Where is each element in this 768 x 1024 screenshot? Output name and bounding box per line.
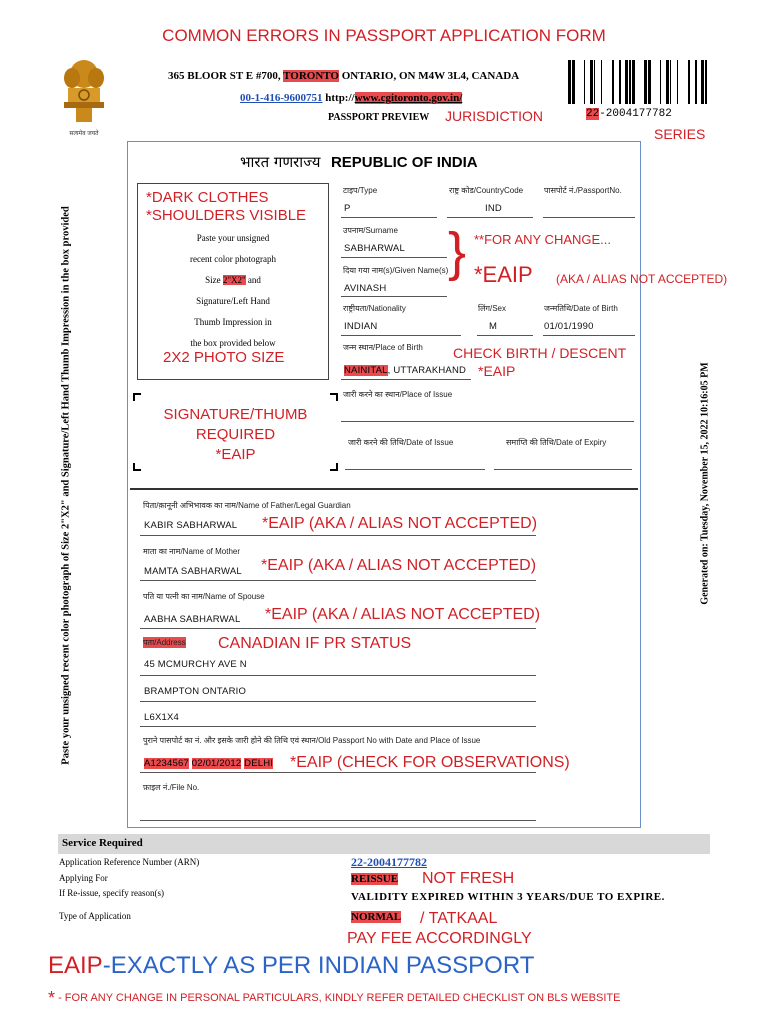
poi-underline bbox=[341, 421, 634, 422]
address-street: 365 BLOOR ST E #700, bbox=[168, 70, 284, 82]
old-passport-underline bbox=[140, 772, 536, 773]
photo-line: Thumb Impression in bbox=[194, 317, 272, 327]
country-code-value: IND bbox=[485, 203, 502, 214]
passport-preview-label: PASSPORT PREVIEW bbox=[328, 112, 430, 123]
arn-label: Application Reference Number (ARN) bbox=[59, 857, 200, 867]
passport-no-label: पासपोर्ट नं./PassportNo. bbox=[544, 186, 622, 195]
father-note: *EAIP (AKA / ALIAS NOT ACCEPTED) bbox=[262, 515, 538, 532]
footer-text: - FOR ANY CHANGE IN PERSONAL PARTICULARS, KINDLY REFER DETAILED CHECKLIST ON BLS WEBSITE bbox=[55, 992, 621, 1004]
address-note: CANADIAN IF PR STATUS bbox=[218, 635, 412, 652]
old-passport-number: A1234567 bbox=[144, 758, 189, 769]
surname-label: उपनाम/Surname bbox=[343, 226, 398, 235]
photo-size-note: 2X2 PHOTO SIZE bbox=[163, 349, 285, 366]
size-post: and bbox=[245, 275, 261, 285]
series-note: SERIES bbox=[654, 126, 706, 142]
pob-state: , UTTARAKHAND bbox=[387, 365, 467, 376]
photo-line: Paste your unsigned bbox=[196, 233, 270, 243]
given-name-label: दिया गया नाम(s)/Given Name(s) bbox=[343, 266, 449, 275]
passport-no-underline bbox=[543, 217, 635, 218]
address-underline-1 bbox=[140, 675, 536, 676]
address-line-1: 45 MCMURCHY AVE N bbox=[144, 659, 247, 670]
pob-city: NAINITAL bbox=[344, 365, 388, 376]
address-underline-3 bbox=[140, 726, 536, 727]
fee-note: PAY FEE ACCORDINGLY bbox=[347, 930, 532, 947]
arn-value[interactable]: 22-2004177782 bbox=[351, 855, 427, 869]
dob-label: जन्मतिथि/Date of Birth bbox=[544, 304, 618, 313]
address-rest: ONTARIO, ON M4W 3L4, CANADA bbox=[338, 70, 520, 82]
address-line-3: L6X1X4 bbox=[144, 712, 180, 723]
phone-link[interactable]: 00-1-416-9600751 bbox=[240, 92, 323, 104]
barcode-arn bbox=[586, 108, 672, 120]
spouse-underline bbox=[140, 628, 536, 629]
eaip-birth-note: *EAIP bbox=[478, 363, 516, 379]
application-type-label: Type of Application bbox=[59, 911, 131, 921]
old-passport-date: 02/01/2012 bbox=[191, 758, 242, 769]
old-passport-note: *EAIP (CHECK FOR OBSERVATIONS) bbox=[290, 754, 570, 771]
sex-label: लिंग/Sex bbox=[478, 304, 507, 313]
doe-label: समाप्ति की तिथि/Date of Expiry bbox=[506, 438, 607, 447]
nationality-value: INDIAN bbox=[344, 321, 378, 332]
photo-note-shoulders: *SHOULDERS VISIBLE bbox=[146, 207, 307, 224]
father-value: KABIR SABHARWAL bbox=[144, 520, 238, 531]
mother-value: MAMTA SABHARWAL bbox=[144, 566, 242, 577]
check-birth-note: CHECK BIRTH / DESCENT bbox=[453, 345, 627, 361]
national-emblem bbox=[56, 56, 112, 138]
nationality-label: राष्ट्रीयता/Nationality bbox=[343, 304, 406, 313]
application-type-value: NORMAL bbox=[351, 911, 402, 923]
tatkaal-note: / TATKAAL bbox=[420, 910, 498, 927]
arn-rest: -2004177782 bbox=[599, 108, 672, 120]
website-link[interactable]: www.cgitoronto.gov.in/ bbox=[354, 92, 463, 104]
pob-label: जन्म स्थान/Place of Birth bbox=[343, 343, 423, 352]
sex-value: M bbox=[489, 321, 498, 332]
doi-underline bbox=[345, 469, 485, 470]
old-passport-label: पुराने पासपोर्ट का नं. और इसके जारी होने की तिथि एवं स्थान/Old Passport No with Date and Place of Issue bbox=[143, 736, 481, 745]
doi-label: जारी करने की तिथि/Date of Issue bbox=[348, 438, 454, 447]
photo-line: the box provided below bbox=[190, 338, 276, 348]
barcode bbox=[566, 60, 710, 104]
father-underline bbox=[140, 535, 536, 536]
surname-underline bbox=[341, 257, 447, 258]
mother-underline bbox=[140, 580, 536, 581]
aka-note: (AKA / ALIAS NOT ACCEPTED) bbox=[556, 272, 728, 286]
mother-label: माता का नाम/Name of Mother bbox=[143, 547, 241, 556]
reissue-reason-label: If Re-issue, specify reason(s) bbox=[59, 888, 164, 898]
address-label: पता/Address bbox=[143, 638, 186, 647]
generated-timestamp: Generated on: Tuesday, November 15, 2022 10:16:05 PM bbox=[699, 362, 711, 605]
file-no-label: फ़ाइल नं./File No. bbox=[143, 783, 200, 792]
country-name: REPUBLIC OF INDIA bbox=[330, 154, 478, 171]
emblem-motto: सत्यमेव जयते bbox=[69, 131, 99, 137]
applying-for-label: Applying For bbox=[59, 873, 108, 883]
old-passport-place: DELHI bbox=[244, 758, 274, 769]
address-underline-2 bbox=[140, 701, 536, 702]
poi-label: जारी करने का स्थान/Place of Issue bbox=[343, 390, 453, 399]
form-divider bbox=[130, 488, 638, 490]
file-no-underline bbox=[140, 820, 536, 821]
eaip-name-note: *EAIP bbox=[474, 262, 533, 287]
jurisdiction-note: JURISDICTION bbox=[445, 108, 543, 124]
footer-note bbox=[48, 988, 620, 1009]
eaip-meaning: -EXACTLY AS PER INDIAN PASSPORT bbox=[102, 952, 535, 979]
sig-note-3: *EAIP bbox=[215, 446, 256, 463]
given-name-value: AVINASH bbox=[344, 283, 387, 294]
eaip-definition bbox=[48, 952, 534, 980]
page-title: COMMON ERRORS IN PASSPORT APPLICATION FORM bbox=[162, 26, 606, 45]
sig-note-2: REQUIRED bbox=[195, 426, 276, 443]
photo-line: Signature/Left Hand bbox=[196, 296, 270, 306]
signature-note bbox=[133, 405, 338, 465]
side-instruction-left: Paste your unsigned recent color photograph of Size 2"X2" and Signature/Left Hand Thumb Impression in the box provided bbox=[60, 206, 72, 765]
size-pre: Size bbox=[205, 275, 223, 285]
consulate-address bbox=[168, 70, 519, 82]
address-line-2: BRAMPTON ONTARIO bbox=[144, 686, 247, 697]
photo-line: recent color photograph bbox=[190, 254, 276, 264]
dob-underline bbox=[543, 335, 635, 336]
sex-underline bbox=[477, 335, 533, 336]
service-heading: Service Required bbox=[58, 834, 710, 854]
photo-note-clothes: *DARK CLOTHES bbox=[146, 189, 269, 206]
spouse-label: पति या पत्नी का नाम/Name of Spouse bbox=[143, 592, 265, 601]
given-name-underline bbox=[341, 296, 447, 297]
photo-size-line bbox=[138, 270, 328, 291]
photo-instructions bbox=[138, 228, 328, 354]
nationality-underline bbox=[341, 335, 461, 336]
pob-value bbox=[344, 365, 466, 376]
consulate-contact bbox=[240, 92, 462, 104]
form-heading bbox=[240, 152, 478, 172]
address-city: TORONTO bbox=[283, 70, 339, 82]
not-fresh-note: NOT FRESH bbox=[422, 870, 515, 887]
old-passport-value bbox=[144, 758, 273, 769]
type-value: P bbox=[344, 203, 351, 214]
url-prefix: http:// bbox=[322, 92, 355, 104]
sig-note-1: SIGNATURE/THUMB bbox=[163, 406, 308, 423]
country-code-underline bbox=[447, 217, 533, 218]
name-brace: } bbox=[448, 222, 467, 282]
any-change-note: **FOR ANY CHANGE... bbox=[474, 232, 612, 247]
country-code-label: राष्ट्र कोड/CountryCode bbox=[449, 186, 524, 195]
doe-underline bbox=[494, 469, 632, 470]
country-hindi: भारत गणराज्य bbox=[240, 153, 321, 171]
spouse-note: *EAIP (AKA / ALIAS NOT ACCEPTED) bbox=[265, 606, 541, 623]
surname-value: SABHARWAL bbox=[344, 243, 405, 254]
type-underline bbox=[341, 217, 437, 218]
lion-capital-icon bbox=[56, 56, 112, 128]
footer-star: * bbox=[48, 988, 56, 1008]
mother-note: *EAIP (AKA / ALIAS NOT ACCEPTED) bbox=[261, 557, 537, 574]
arn-prefix: 22 bbox=[586, 108, 600, 120]
dob-value: 01/01/1990 bbox=[544, 321, 594, 332]
type-label: टाइप/Type bbox=[343, 186, 378, 195]
size-value: 2"X2" bbox=[222, 275, 246, 285]
eaip-word: EAIP bbox=[48, 952, 103, 979]
spouse-value: AABHA SABHARWAL bbox=[144, 614, 241, 625]
reissue-reason-value: VALIDITY EXPIRED WITHIN 3 YEARS/DUE TO EXPIRE. bbox=[351, 891, 665, 903]
applying-for-value: REISSUE bbox=[351, 873, 399, 885]
barcode-icon bbox=[566, 60, 710, 104]
father-label: पिता/क़ानूनी अभिभावक का नाम/Name of Father/Legal Guardian bbox=[143, 501, 351, 510]
pob-underline bbox=[341, 379, 471, 380]
